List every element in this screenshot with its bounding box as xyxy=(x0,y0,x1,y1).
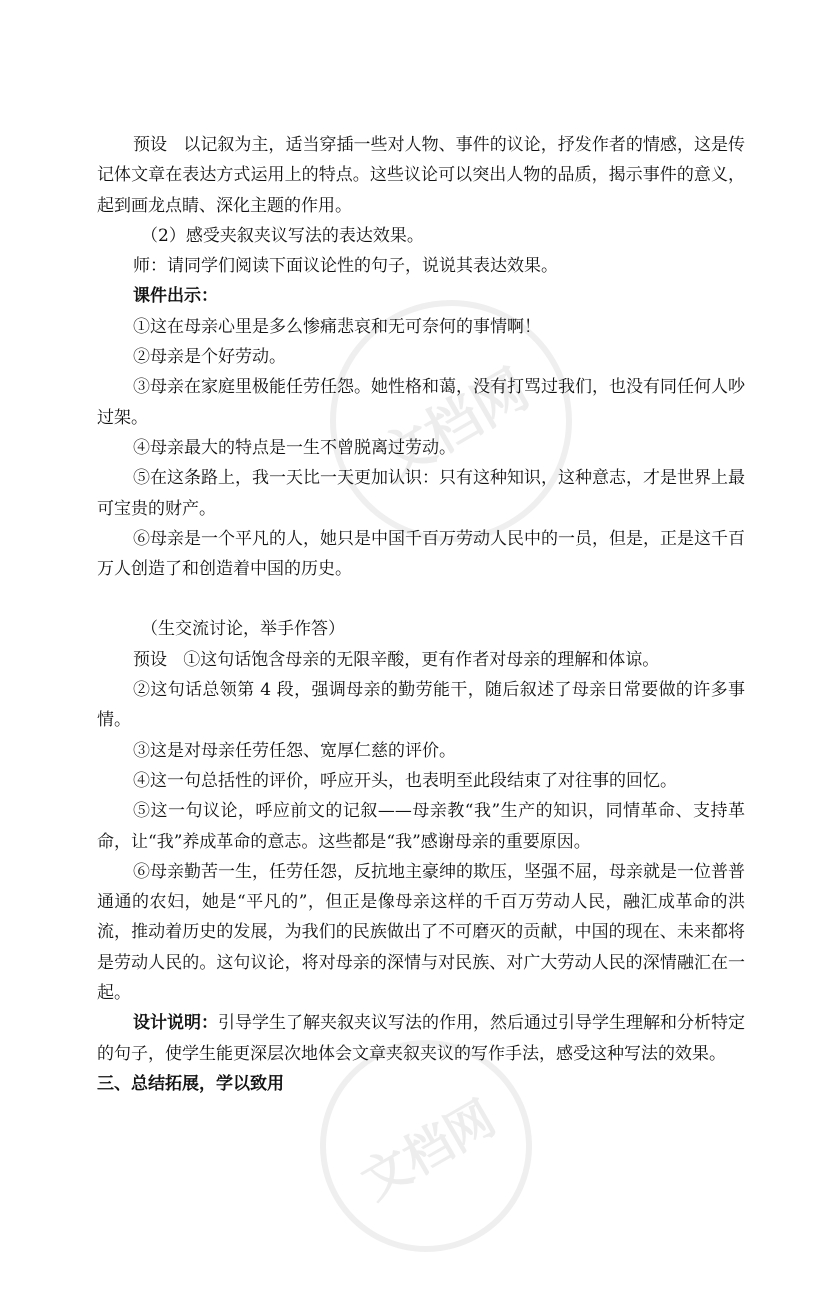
step-heading: （2）感受夹叙夹议写法的表达效果。 xyxy=(141,225,424,246)
preset-label-2: 预设 xyxy=(133,649,167,670)
sentence-item: ③母亲在家庭里极能任劳任怨。她性格和蔼，没有打骂过我们，也没有同任何人吵过架。 xyxy=(97,377,745,428)
preset-label: 预设 xyxy=(133,135,168,155)
preset-text: 以记叙为主，适当穿插一些对人物、事件的议论，抒发作者的情感，这是传记体文章在表达方式运用上的特点。这些议论可以突出人物的品质，揭示事件的意义，起到画龙点睛、深化主题的作用。 xyxy=(97,135,746,216)
watermark-text-lower: 文档网 xyxy=(351,1089,505,1211)
document-body xyxy=(97,130,745,1099)
preset-paragraph xyxy=(97,130,745,221)
design-label: 设计说明： xyxy=(133,1013,218,1034)
design-note xyxy=(97,1008,745,1069)
sentence-item: ①这在母亲心里是多么惨痛悲哀和无可奈何的事情啊！ xyxy=(133,316,541,337)
sentence-item: ⑥母亲是一个平凡的人，她只是中国千百万劳动人民中的一员，但是，正是这千百万人创造了和创造着中国的历史。 xyxy=(97,528,745,580)
courseware-label: 课件出示： xyxy=(133,286,218,307)
answer-item: ④这一句总括性的评价，呼应开头，也表明至此段结束了对往事的回忆。 xyxy=(133,770,677,791)
sentence-item: ②母亲是个好劳动。 xyxy=(133,347,286,368)
sentence-item: ④母亲最大的特点是一生不曾脱离过劳动。 xyxy=(133,437,456,458)
section-heading: 三、总结拓展，学以致用 xyxy=(97,1073,284,1094)
answer-item xyxy=(97,645,745,675)
discussion-note: （生交流讨论，举手作答） xyxy=(141,619,345,640)
answer-item: ⑤这一句议论，呼应前文的记叙——母亲教“我”生产的知识，同情革命、支持革命，让“我”养成革命的意志。这些都是“我”感谢母亲的重要原因。 xyxy=(97,801,745,852)
answer-item: ③这是对母亲任劳任怨、宽厚仁慈的评价。 xyxy=(133,740,456,761)
watermark-text: 文档网 xyxy=(367,356,539,493)
teacher-prompt: 师：请同学们阅读下面议论性的句子，说说其表达效果。 xyxy=(133,256,558,277)
sentence-item: ⑤在这条路上，我一天比一天更加认识：只有这种知识，这种意志，才是世界上最可宝贵的财产。 xyxy=(97,468,745,519)
answer-item: ⑥母亲勤苦一生，任劳任怨，反抗地主豪绅的欺压，坚强不屈，母亲就是一位普普通通的农妇，她是“平凡的”，但正是像母亲这样的千百万劳动人民，融汇成革命的洪流，推动着历史的发展，为我们的民族做出了不可磨灭的贡献，中国的现在、未来都将是劳动人民的。这句议论，将对母亲的深情与对民族、对广大劳动人民的深情融汇在一起。 xyxy=(97,861,745,1004)
paragraph-gap xyxy=(97,584,745,614)
design-text: 引导学生了解夹叙夹议写法的作用，然后通过引导学生理解和分析特定的句子，使学生能更深层次地体会文章夹叙夹议的写作手法，感受这种写法的效果。 xyxy=(97,1013,745,1064)
answer-item: ②这句话总领第 4 段，强调母亲的勤劳能干，随后叙述了母亲日常要做的许多事情。 xyxy=(97,680,745,731)
answer-text: ①这句话饱含母亲的无限辛酸，更有作者对母亲的理解和体谅。 xyxy=(183,649,660,670)
